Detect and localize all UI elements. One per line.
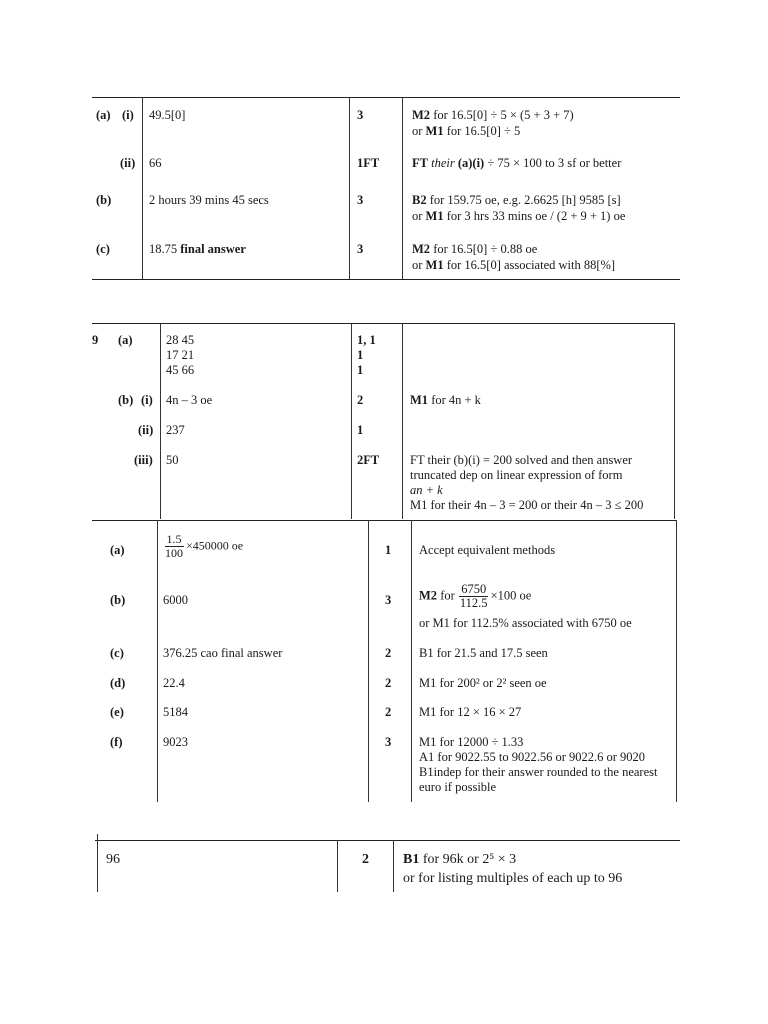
answer: 96 (106, 852, 120, 867)
mark: 2 (385, 705, 392, 719)
mark: 1, 1 (357, 333, 376, 347)
guidance-note: truncated dep on linear expression of form (410, 468, 623, 482)
part-label: (b) (110, 593, 126, 607)
answer: 18.75 final answer (149, 242, 246, 256)
mark: 1 (357, 363, 364, 377)
answer: $\frac{1.5}{100}$ ×450000 oe (165, 532, 244, 560)
answer: 45 66 (166, 363, 195, 377)
answer: 28 45 (166, 333, 195, 347)
part-label: (b) (96, 193, 112, 207)
guidance-note: M1 for 12000 ÷ 1.33 (419, 735, 524, 749)
mark: 2 (362, 852, 369, 867)
answer: 9023 (163, 735, 188, 749)
answer: 6000 (163, 593, 188, 607)
subpart-label: (iii) (134, 453, 153, 467)
guidance-note: M2 for 16.5[0] ÷ 5 × (5 + 3 + 7) (412, 108, 574, 122)
mark: 1FT (357, 156, 380, 170)
mark: 2FT (357, 453, 380, 467)
answer: 49.5[0] (149, 108, 186, 122)
part-label: (a) (96, 108, 111, 122)
guidance-note: Accept equivalent methods (419, 543, 556, 557)
guidance-note: or for listing multiples of each up to 96 (403, 871, 623, 886)
guidance-note: M1 for 200² or 2² seen oe (419, 676, 547, 690)
subpart-label: (i) (141, 393, 153, 407)
answer: 66 (149, 156, 162, 170)
mark: 2 (385, 646, 392, 660)
guidance-note: B2 for 159.75 oe, e.g. 2.6625 [h] 9585 [s] (412, 193, 621, 207)
part-label: (e) (110, 705, 124, 719)
answer: 4n – 3 oe (166, 393, 213, 407)
mark: 2 (357, 393, 364, 407)
guidance-note: B1 for 21.5 and 17.5 seen (419, 646, 548, 660)
guidance-note: A1 for 9022.55 to 9022.56 or 9022.6 or 9020 (419, 750, 646, 764)
answer: 376.25 cao final answer (163, 646, 283, 660)
part-label: (c) (110, 646, 124, 660)
answer: 5184 (163, 705, 188, 719)
answer: 237 (166, 423, 185, 437)
guidance-note: M1 for their 4n – 3 = 200 or their 4n – 3 ≤ 200 (410, 498, 644, 512)
guidance-note: B1indep for their answer rounded to the nearest (419, 765, 658, 779)
question-number: 9 (92, 333, 99, 347)
guidance-note: M2 for $\frac{6750}{112.5}$ ×100 oe (419, 582, 532, 610)
part-label: (a) (118, 333, 133, 347)
mark: 3 (357, 242, 364, 256)
guidance-note: B1 for 96k or 2⁵ × 3 (403, 852, 517, 867)
mark: 1 (357, 423, 364, 437)
guidance-note: an + k (410, 483, 443, 497)
guidance-note: or M1 for 112.5% associated with 6750 oe (419, 616, 632, 630)
subpart-label: (ii) (138, 423, 154, 437)
mark: 2 (385, 676, 392, 690)
guidance-note: FT their (a)(i) ÷ 75 × 100 to 3 sf or better (412, 156, 622, 170)
guidance-note: M1 for 4n + k (410, 393, 481, 407)
guidance-note: euro if possible (419, 780, 497, 794)
answer: 17 21 (166, 348, 195, 362)
guidance-note: M1 for 12 × 16 × 27 (419, 705, 522, 719)
answer: 50 (166, 453, 179, 467)
mark: 3 (357, 193, 364, 207)
answer: 2 hours 39 mins 45 secs (149, 193, 269, 207)
part-label: (a) (110, 543, 125, 557)
mark: 3 (385, 735, 392, 749)
guidance-note: or M1 for 3 hrs 33 mins oe / (2 + 9 + 1) oe (412, 209, 626, 223)
guidance-note: FT their (b)(i) = 200 solved and then answer (410, 453, 633, 467)
mark: 1 (385, 543, 392, 557)
guidance-note: or M1 for 16.5[0] ÷ 5 (412, 124, 521, 138)
guidance-note: or M1 for 16.5[0] associated with 88[%] (412, 258, 616, 272)
part-label: (c) (96, 242, 110, 256)
subpart-label: (i) (122, 108, 134, 122)
mark: 3 (385, 593, 392, 607)
mark: 3 (357, 108, 364, 122)
part-label: (b) (118, 393, 134, 407)
answer: 22.4 (163, 676, 185, 690)
subpart-label: (ii) (120, 156, 136, 170)
part-label: (d) (110, 676, 126, 690)
mark: 1 (357, 348, 364, 362)
guidance-note: M2 for 16.5[0] ÷ 0.88 oe (412, 242, 538, 256)
part-label: (f) (110, 735, 123, 749)
